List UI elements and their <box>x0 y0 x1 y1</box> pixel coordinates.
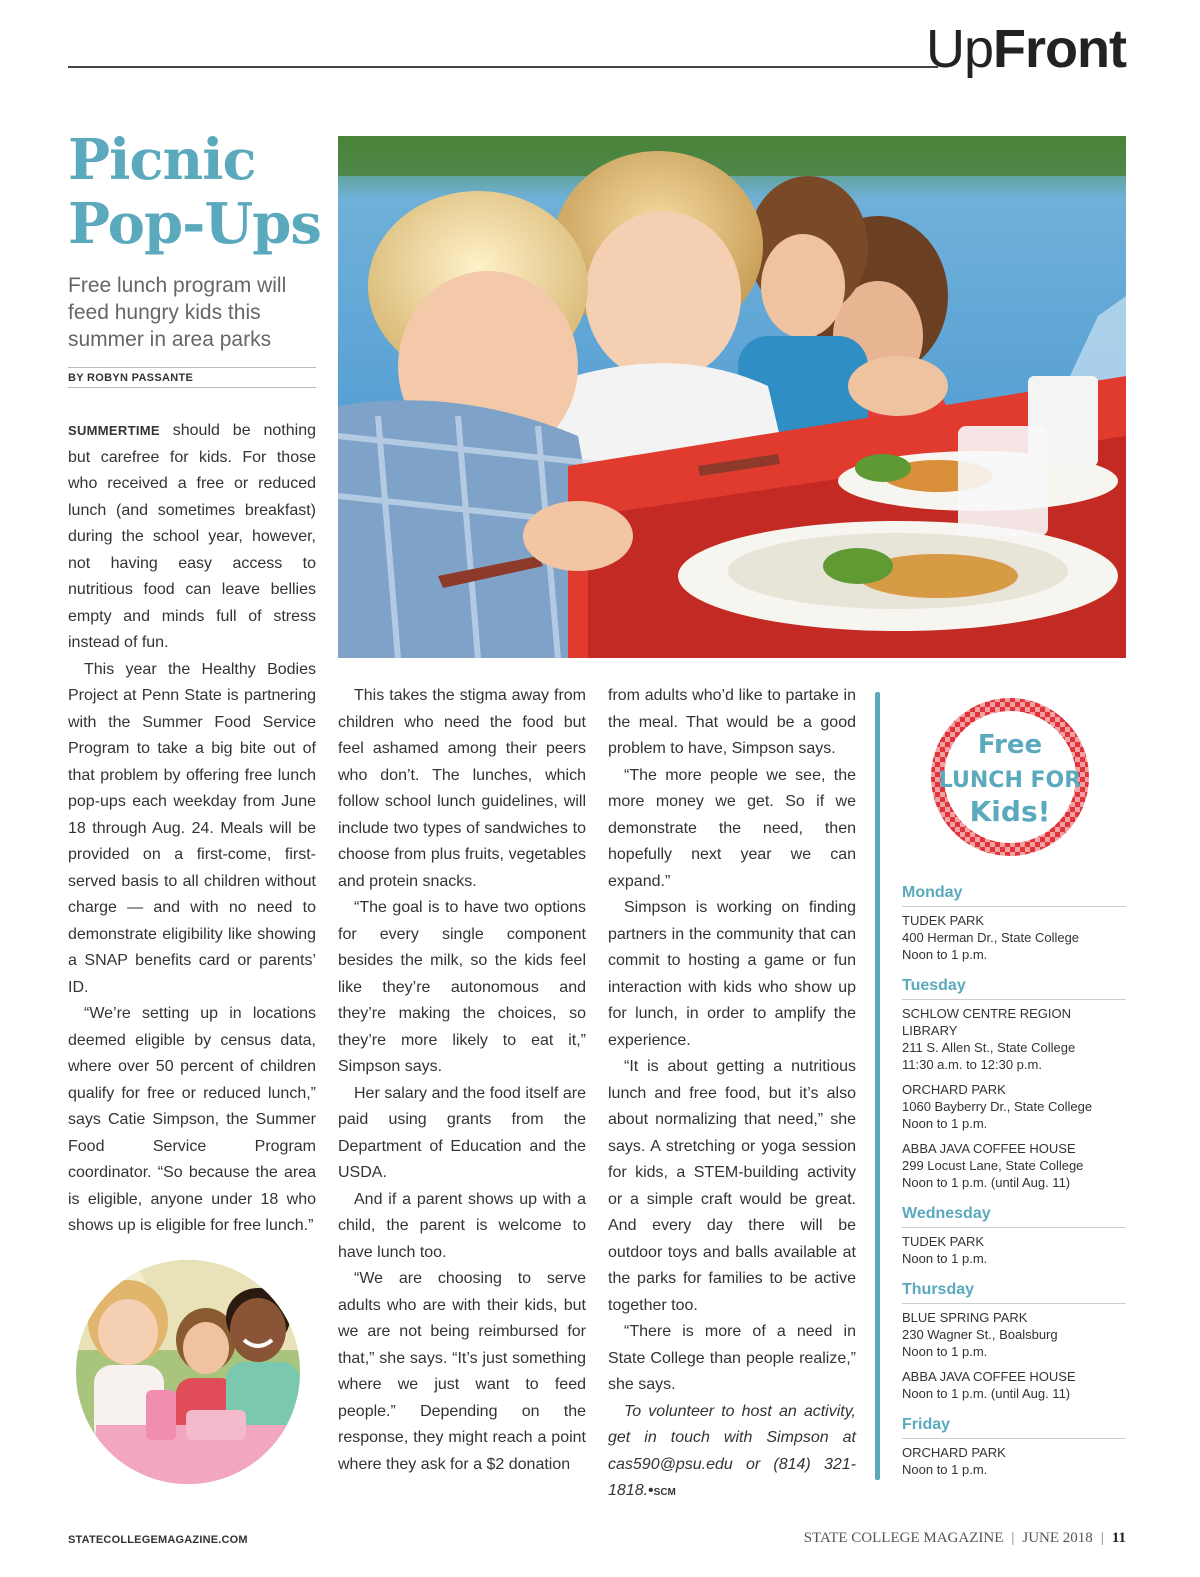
day-name: Monday <box>902 884 1126 907</box>
paragraph-9: from adults who’d like to partake in the meal. That would be a good problem to have, Simpson says. <box>608 687 856 757</box>
day-name: Tuesday <box>902 977 1126 1000</box>
paragraph-1 <box>68 418 316 657</box>
location-name: BLUE SPRING PARK <box>902 1310 1028 1325</box>
paragraph-12: “It is about getting a nutritious lunch and free food, but it’s also about normalizing that need,” she says. A stretching or yoga session for kids, a STEM-building activity or a simple craft would be great. And every day there will be outdoor toys and balls available at the parks for families to be active together too. <box>608 1058 856 1314</box>
paragraph-4: This takes the stigma away from children who need the food but feel ashamed among their peers who don’t. The lunches, which follow school lunch guidelines, will include two types of sandwiches to choose from plus fruits, vegetables and protein snacks. <box>338 687 586 890</box>
location-name: TUDEK PARK <box>902 1234 985 1249</box>
day-name: Thursday <box>902 1281 1126 1304</box>
paragraph-14 <box>608 1399 856 1507</box>
location-hours: Noon to 1 p.m. <box>902 1344 988 1359</box>
location-name: ORCHARD PARK <box>902 1082 1006 1097</box>
header-rule <box>68 66 938 68</box>
paragraph-6: Her salary and the food itself are paid using grants from the Department of Education and the USDA. <box>338 1084 586 1181</box>
kids-lunch-photo <box>338 136 1126 658</box>
paragraph-5: “The goal is to have two options for every single component besides the milk, so the kids feel like they’re autonomous and they’re making the choices, so they’re more likely to eat it,” Simpson says. <box>338 899 586 1075</box>
day-friday <box>902 1416 1126 1478</box>
day-name: Wednesday <box>902 1205 1126 1228</box>
paragraph-10: “The more people we see, the more money we get. So if we demonstrate the need, then hopefully next year we can expand.” <box>608 766 856 890</box>
badge-line-3: Kids! <box>969 795 1051 828</box>
footer-separator: | <box>1011 1530 1015 1546</box>
location-address: 1060 Bayberry Dr., State College <box>902 1099 1093 1114</box>
article-title <box>68 128 328 256</box>
section-label <box>926 18 1126 80</box>
location <box>902 1005 1126 1073</box>
kids-picnic-photo <box>76 1260 300 1484</box>
location <box>902 1309 1126 1360</box>
location-hours: Noon to 1 p.m. (until Aug. 11) <box>902 1175 1071 1190</box>
title-line-1: Picnic <box>68 127 256 193</box>
end-mark: • <box>648 1482 654 1499</box>
byline: BY ROBYN PASSANTE <box>68 367 316 388</box>
free-lunch-badge <box>930 697 1090 857</box>
volunteer-note: To volunteer to host an activity, get in touch with Simpson at cas590@psu.edu or (814) 321-1818. <box>608 1402 856 1499</box>
day-wednesday <box>902 1205 1126 1267</box>
location-hours: Noon to 1 p.m. <box>902 1251 988 1266</box>
footer-magazine: STATE COLLEGE MAGAZINE <box>803 1530 1004 1546</box>
paragraph-7: And if a parent shows up with a child, the parent is welcome to have lunch too. <box>338 1190 586 1261</box>
lead-caps: SUMMERTIME <box>68 423 160 438</box>
article-dek: Free lunch program will feed hungry kids this summer in area parks <box>68 274 287 351</box>
sidebar-rule <box>875 692 880 1480</box>
location <box>902 1233 1126 1267</box>
badge-line-2: LUNCH FOR <box>938 768 1082 793</box>
day-thursday <box>902 1281 1126 1402</box>
location-hours: Noon to 1 p.m. <box>902 1116 988 1131</box>
footer-folio <box>804 1530 1126 1547</box>
location-name: ABBA JAVA COFFEE HOUSE <box>902 1369 1076 1384</box>
article-column-2 <box>338 683 586 1478</box>
location <box>902 1444 1126 1478</box>
section-label-light: Up <box>926 19 994 79</box>
paragraph-1-text: should be nothing but carefree for kids. For those who received a free or reduced lunch (and sometimes breakfast) during the school year, however, not having easy access to nutritious food can leave bellies empty and minds full of stress instead of fun. <box>68 422 316 651</box>
article-column-1 <box>68 418 316 1240</box>
page-number: 11 <box>1111 1530 1126 1546</box>
paragraph-11: Simpson is working on finding partners in the community that can commit to hosting a game or fun interaction with kids who show up for lunch, in order to amplify the experience. <box>608 899 856 1049</box>
title-line-2: Pop-Ups <box>68 191 321 257</box>
footer-website: STATECOLLEGEMAGAZINE.COM <box>68 1534 248 1546</box>
paragraph-8: “We are choosing to serve adults who are with their kids, but we are not being reimbursed for that,” she says. “It’s just something where we just want to feed people.” Depending on the response, they might reach a point where they ask for a $2 donation <box>338 1270 586 1473</box>
location <box>902 1081 1126 1132</box>
location-address: 400 Herman Dr., State College <box>902 930 1080 945</box>
footer-issue: JUNE 2018 <box>1022 1530 1093 1546</box>
location <box>902 1140 1126 1191</box>
location-hours: Noon to 1 p.m. <box>902 947 988 962</box>
location-hours: 11:30 a.m. to 12:30 p.m. <box>902 1057 1042 1072</box>
location-name: TUDEK PARK <box>902 913 985 928</box>
paragraph-13: “There is more of a need in State College than people realize,” she says. <box>608 1323 856 1393</box>
location-name: SCHLOW CENTRE REGION LIBRARY <box>902 1006 1072 1038</box>
location-name: ORCHARD PARK <box>902 1445 1006 1460</box>
day-monday <box>902 884 1126 963</box>
paragraph-3: “We’re setting up in locations deemed eligible by census data, where over 50 percent of children qualify for free or reduced lunch,” says Catie Simpson, the Summer Food Service Program coordinator. “So because the area is eligible, anyone under 18 who shows up is eligible for free lunch.” <box>68 1005 316 1234</box>
paragraph-2: This year the Healthy Bodies Project at Penn State is partnering with the Summer Food Service Program to take a big bite out of that problem by offering free lunch pop-ups each weekday from June 18 through Aug. 24. Meals will be provided on a first-come, first-served basis to all children without charge — and with no need to demonstrate eligibility like showing a SNAP benefits card or parents’ ID. <box>68 660 316 996</box>
location-hours: Noon to 1 p.m. <box>902 1462 988 1477</box>
end-logo: SCM <box>653 1487 676 1498</box>
location-address: 230 Wagner St., Boalsburg <box>902 1327 1058 1342</box>
lunch-schedule <box>902 884 1126 1492</box>
day-name: Friday <box>902 1416 1126 1439</box>
location-address: 211 S. Allen St., State College <box>902 1040 1076 1055</box>
location-hours: Noon to 1 p.m. (until Aug. 11) <box>902 1386 1071 1401</box>
section-label-bold: Front <box>993 19 1126 79</box>
article-column-3 <box>608 683 856 1507</box>
location <box>902 912 1126 963</box>
badge-line-1: Free <box>977 730 1043 760</box>
location-name: ABBA JAVA COFFEE HOUSE <box>902 1141 1076 1156</box>
day-tuesday <box>902 977 1126 1191</box>
location <box>902 1368 1126 1402</box>
footer-separator: | <box>1100 1530 1104 1546</box>
location-address: 299 Locust Lane, State College <box>902 1158 1084 1173</box>
